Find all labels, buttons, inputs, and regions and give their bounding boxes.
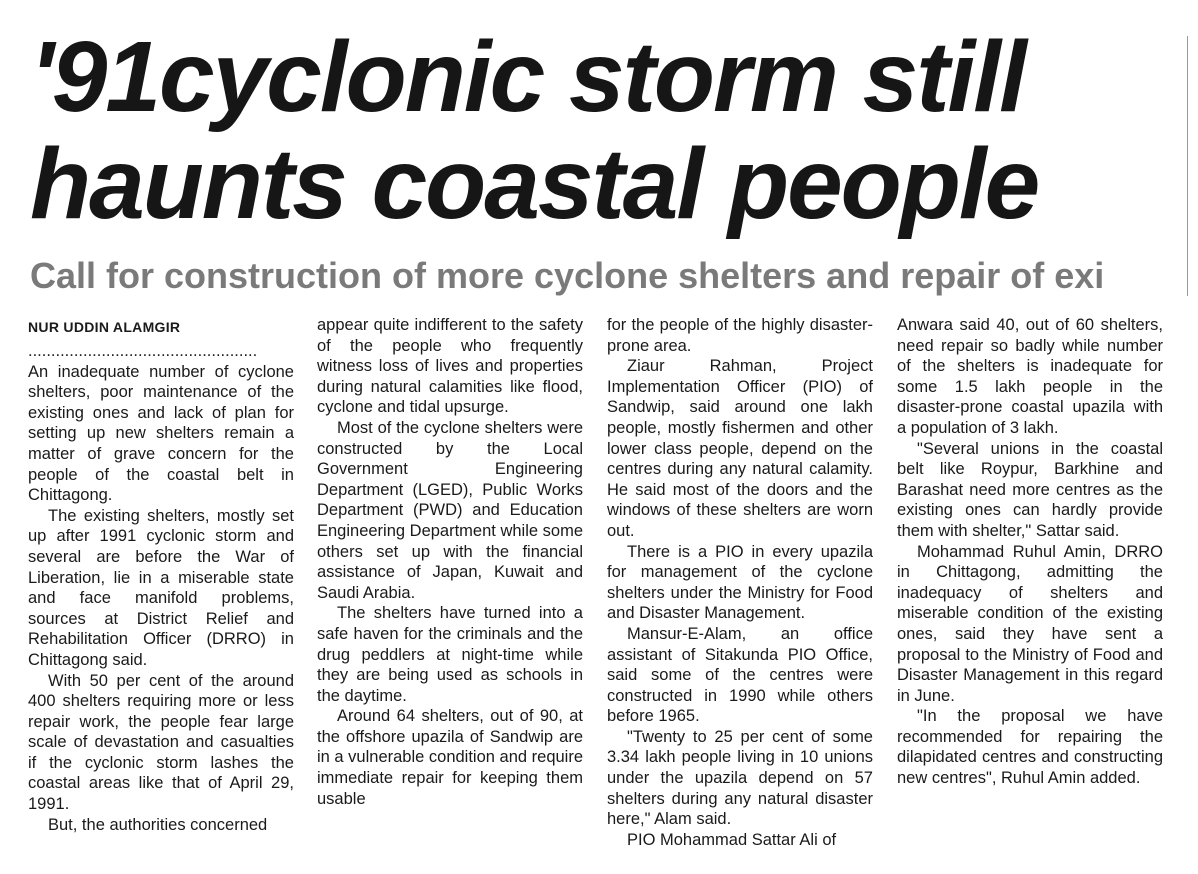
paragraph: An inadequate number of cyclone shelters, poor maintenance of the existing ones and lack of plan for setting up new shelters remain a matter of grave concern for the people of the coastal belt in Chittagong. [28, 362, 294, 505]
byline: NUR UDDIN ALAMGIR [28, 319, 181, 335]
paragraph: Around 64 shelters, out of 90, at the offshore upazila of Sandwip are in a vulnerable condition and require immediate repair for keeping them usable [317, 707, 583, 808]
paragraph: Mansur-E-Alam, an office assistant of Sitakunda PIO Office, said some of the centres were constructed in 1990 while others before 1965. [607, 624, 873, 726]
paragraph: With 50 per cent of the around 400 shelters requiring more or less repair work, the people fear large scale of devastation and casualties if the cyclonic storm lashes the coastal areas like that of April 29, 1991. [28, 671, 294, 814]
headline: '91cyclonic storm still haunts coastal people [30, 21, 1039, 240]
byline-divider: .................................................. [28, 342, 258, 360]
paragraph: PIO Mohammad Sattar Ali of [627, 830, 837, 849]
paragraph: for the people of the highly disaster-prone area. [607, 316, 873, 355]
paragraph: "Several unions in the coastal belt like Roypur, Barkhine and Barashat need more centres as the existing ones can hardly provide them with shelter," Sattar said. [897, 439, 1163, 540]
paragraph: Ziaur Rahman, Project Implementation Officer (PIO) of Sandwip, said around one lakh people, mostly fishermen and other lower class people, depend on the centres during any natural calamity. He said most of the doors and the windows of these shelters are worn out. [607, 357, 873, 540]
article-column-1 [28, 315, 294, 867]
paragraph: "In the proposal we have recommended for repairing the dilapidated centres and constructing new centres", Ruhul Amin added. [897, 707, 1163, 788]
paragraph: There is a PIO in every upazila for management of the cyclone shelters under the Ministry for Food and Disaster Management. [607, 542, 873, 623]
column-rule [1187, 36, 1188, 296]
subheadline: Call for construction of more cyclone shelters and repair of exi [30, 255, 1105, 296]
article-column-2 [317, 315, 583, 867]
article-column-4 [897, 315, 1163, 867]
paragraph: Anwara said 40, out of 60 shelters, need repair so badly while number of the shelters is inadequate for some 1.5 lakh people in the disaster-prone coastal upazila with a population of 3 lakh. [897, 316, 1163, 437]
paragraph: Most of the cyclone shelters were constructed by the Local Government Engineering Department (LGED), Public Works Department (PWD) and Education Engineering Department while some others set up with the financial assistance of Japan, Kuwait and Saudi Arabia. [317, 418, 583, 602]
paragraph: The existing shelters, mostly set up after 1991 cyclonic storm and several are before the War of Liberation, lie in a miserable state and face manifold problems, sources at District Relief and Rehabilitation Officer (DRRO) in Chittagong said. [28, 506, 294, 669]
article-column-3 [607, 315, 873, 867]
paragraph: Mohammad Ruhul Amin, DRRO in Chittagong, admitting the inadequacy of shelters and miserable condition of the existing ones, said they have sent a proposal to the Ministry of Food and Disaster Management in this regard in June. [897, 542, 1163, 705]
paragraph: The shelters have turned into a safe haven for the criminals and the drug peddlers at night-time while they are being used as schools in the daytime. [317, 604, 583, 705]
paragraph: appear quite indifferent to the safety of the people who frequently witness loss of lives and properties during natural calamities like flood, cyclone and tidal upsurge. [317, 316, 583, 417]
paragraph: But, the authorities concerned [48, 815, 268, 834]
paragraph: "Twenty to 25 per cent of some 3.34 lakh people living in 10 unions under the upazila depend on 57 shelters during any natural disaster here," Alam said. [607, 727, 873, 829]
